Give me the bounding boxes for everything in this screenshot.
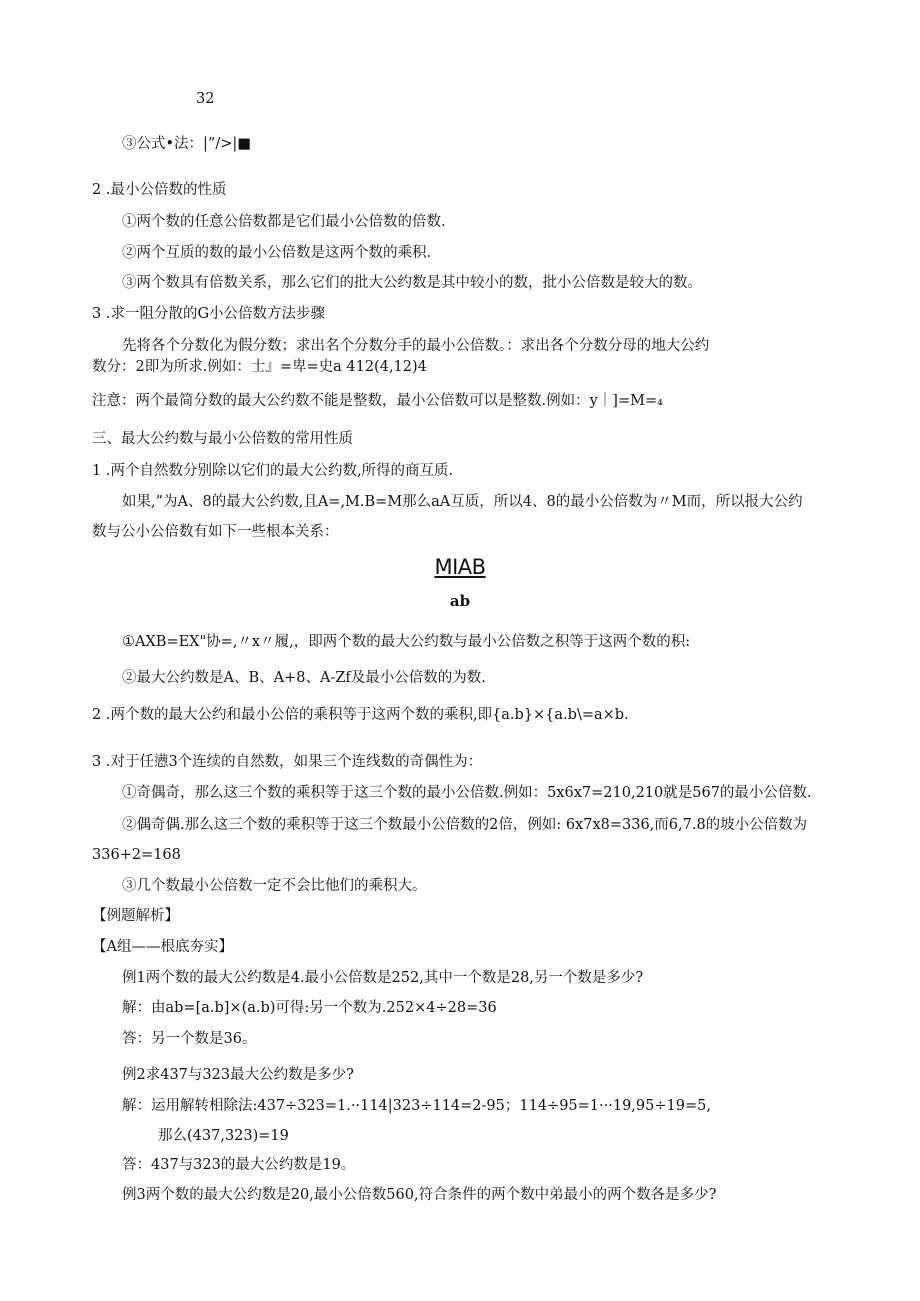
lcm-property-2: ②两个互质的数的最小公倍数是这两个数的乘积.	[122, 245, 432, 261]
section-heading-lcm-properties: 2 .最小公倍数的性质	[92, 182, 227, 198]
section-heading-fraction-lcm: 3 .求一阻分散的G小公倍数方法步骤	[92, 306, 326, 322]
fraction-lcm-example: 数分：2即为所求.例如：士』=卑=史a 412(4,12)4	[92, 359, 427, 375]
section-heading-common-properties: 三、最大公约数与最小公倍数的常用性质	[92, 431, 353, 447]
fraction-lcm-step-text: 先将各个分数化为假分数；求出名个分数分手的最小公倍数。：求出各个分数分母的地大公约	[122, 338, 710, 354]
property-3-case-3: ③几个数最小公倍数一定不会比他们的乘积大。	[122, 878, 427, 894]
note-line: 注意：两个最简分数的最大公约数不能是整数，最小公倍数可以是整数.例如：y｜]=M=₄	[92, 393, 663, 409]
lcm-property-1: ①两个数的任意公倍数都是它们最小公倍数的倍数.	[122, 214, 446, 230]
property-1-explanation-cont: 数与公小公倍数有如下一些根本关系：	[92, 524, 339, 540]
formula-denominator: ab	[449, 592, 471, 610]
relation-1: ①AXB=EX"协=,〃x〃履,，即两个数的最大公约数与最小公倍数之积等于这两个数的积:	[122, 634, 691, 650]
property-3-case-2: ②偶奇偶.那么这三个数的乘积等于这三个数最小公倍数的2倍，例如: 6x7x8=336,而6,7.8的坡小公倍数为	[122, 817, 808, 833]
property-1-heading: 1 .两个自然数分别除以它们的最大公约数,所得的商互质.	[92, 463, 454, 479]
property-2: 2 .两个数的最大公约和最小公倍的乘积等于这两个数的乘积,即{a.b}×{a.b\=a×b.	[92, 707, 629, 723]
example-1-question: 例1两个数的最大公约数是4.最小公倍数是252,其中一个数是28,另一个数是多少?	[122, 970, 644, 986]
group-a-heading: 【A组——根底夯实】	[92, 939, 233, 955]
property-3-case-1: ①奇偶奇，那么这三个数的乘积等于这三个数的最小公倍数.例如：5x6x7=210,210就是567的最小公倍数.	[122, 785, 812, 801]
example-2-solution: 解：运用解转相除法:437÷323=1.··114|323÷114=2-95；114÷95=1···19,95÷19=5,	[122, 1098, 711, 1114]
formula-method-line: ③公式•法：|”/>|■	[122, 136, 251, 152]
examples-heading: 【例题解析】	[92, 908, 179, 924]
lcm-property-3: ③两个数具有倍数关系，那么它们的批大公约数是其中较小的数，批小公倍数是较大的数。	[122, 275, 702, 291]
example-2-answer: 答：437与323的最大公约数是19。	[122, 1157, 356, 1173]
example-3-question: 例3两个数的最大公约数是20,最小公倍数560,符合条件的两个数中弟最小的两个数各是多少?	[122, 1187, 717, 1203]
property-1-explanation: 如果,”为A、8的最大公约数,且A=,M.B=M那么aA互质，所以4、8的最小公倍数为〃M而，所以报大公约	[122, 494, 803, 510]
example-2-solution-result: 那么(437,323)=19	[158, 1128, 289, 1144]
property-3-heading: 3 .对于任懑3个连续的自然数，如果三个连线数的奇偶性为：	[92, 754, 483, 770]
relation-2: ②最大公约数是A、B、A+8、A-Zf及最小公倍数的为数.	[122, 670, 486, 686]
page-number-fragment: 32	[196, 91, 215, 107]
formula-numerator: MIAB	[434, 555, 486, 579]
example-1-solution: 解：由ab=[a.b]×(a.b)可得:另一个数为.252×4÷28=36	[122, 1000, 497, 1016]
example-1-answer: 答：另一个数是36。	[122, 1031, 257, 1047]
property-3-case-2-cont: 336+2=168	[92, 847, 181, 863]
example-2-question: 例2求437与323最大公约数是多少?	[122, 1067, 354, 1083]
